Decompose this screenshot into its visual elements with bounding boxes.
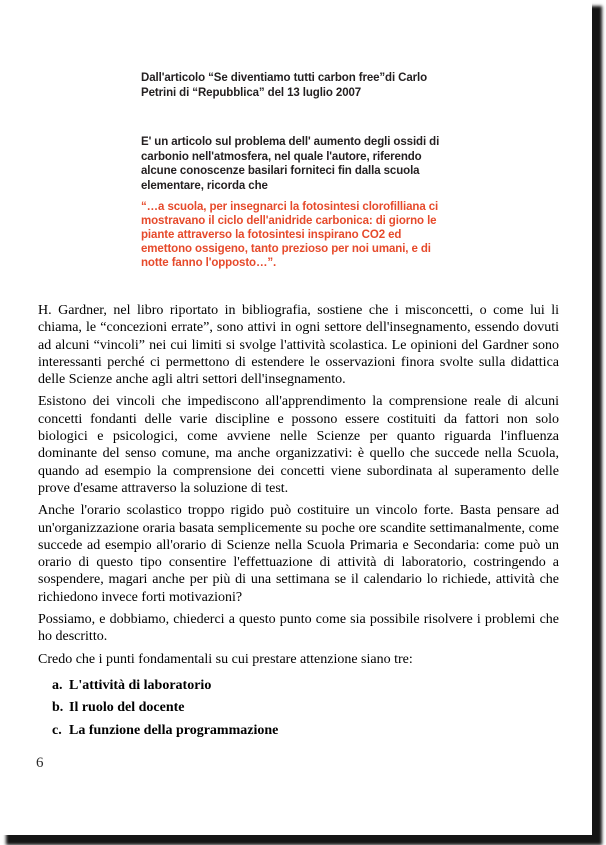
list-item-text: L'attività di laboratorio xyxy=(69,677,212,693)
article-quote: “…a scuola, per insegnarci la fotosintesi clorofilliana ci mostravano il ciclo dell'anidride carbonica: di giorno le piante attraverso la fotosintesi inspirano CO2 ed emettono ossigeno, tanto prezioso per noi umani, e di notte fanno l'opposto…”. xyxy=(141,201,439,269)
paragraph: Credo che i punti fondamentali su cui prestare attenzione siano tre: xyxy=(38,651,413,667)
paragraph: Esistono dei vincoli che impediscono all'apprendimento la comprensione reale di alcuni concetti fondanti delle varie discipline e possono essere costituiti da fattori non solo biologici e psicologici, come avviene nelle Scienze per quanto riguarda l'influenza dominante del senso comune, ma anche organizzativi: è quello che succede nella Scuola, quando ad esempio la comprensione dei concetti viene subordinata al superamento delle prove d'esame attraverso la soluzione di test. xyxy=(38,394,559,496)
list-item-label: a. xyxy=(52,677,63,693)
page-number: 6 xyxy=(36,755,44,771)
paragraph: Anche l'orario scolastico troppo rigido può costituire un vincolo forte. Basta pensare ad un'organizzazione oraria basata semplicemente su poche ore scandite settimanalmente, come succede ad esempio all'orario di Scienze nella Scuola Primaria e Secondaria: come può un orario di questo tipo consentire l'effettuazione di attività di laboratorio, costringendo a sospendere, magari anche per più di una settimana se il calendario lo richiede, attività che richiedono invece forti motivazioni? xyxy=(38,503,559,605)
list-item-text: Il ruolo del docente xyxy=(69,700,185,716)
list-item-label: c. xyxy=(52,722,62,738)
list-item xyxy=(38,677,559,694)
key-points-list xyxy=(38,677,559,739)
article-attribution: Dall'articolo “Se diventiamo tutti carbon free”di Carlo Petrini di “Repubblica” del 13 luglio 2007 xyxy=(141,72,428,99)
list-item-label: b. xyxy=(52,700,64,716)
list-item-text: La funzione della programmazione xyxy=(69,722,279,738)
list-item xyxy=(38,699,559,716)
body-text xyxy=(38,302,559,744)
article-intro-note: E' un articolo sul problema dell' aumento degli ossidi di carbonio nell'atmosfera, nel quale l'autore, riferendo alcune conoscenze basilari forniteci fin dalla scuola elementare, ricorda che xyxy=(141,136,440,192)
paragraph: Possiamo, e dobbiamo, chiederci a questo punto come sia possibile risolvere i problemi che ho descritto. xyxy=(38,612,559,645)
paragraph: H. Gardner, nel libro riportato in bibliografia, sostiene che i misconcetti, o come lui li chiama, le “concezioni errate”, sono attivi in ogni settore dell'insegnamento, essendo dovuti ad alcuni “vincoli” nei cui limiti si svolge l'attività scolastica. Le opinioni del Gardner sono interessanti perché ci permettono di estendere le osservazioni finora svolte sulla didattica delle Scienze anche agli altri settori dell'insegnamento. xyxy=(38,303,559,388)
list-item xyxy=(38,722,559,739)
